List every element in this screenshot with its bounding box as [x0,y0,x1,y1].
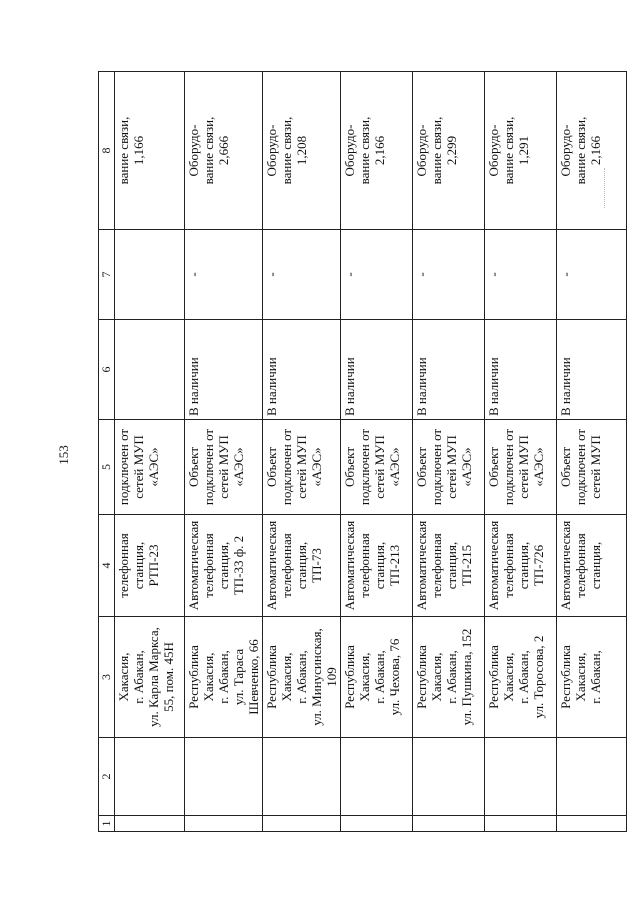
cell-connection [485,420,557,515]
cell-line: Хакасия, [357,652,372,702]
cell-line: 1,291 [516,135,531,166]
cell-connection [557,420,627,515]
table-row [341,72,413,832]
cell-line: телефонная [429,533,444,598]
cell-line: В наличии [558,357,573,416]
cell-line: ТП-726 [531,544,546,587]
cell-line: Хакасия, [501,652,516,702]
cell-col7: - [263,230,341,320]
header-cell: 4 [99,515,115,617]
cell-line: вание связи, [116,116,131,185]
cell-line: Автоматическая [558,520,573,611]
cell-line: В наличии [186,357,201,416]
page-number: 153 [56,445,71,465]
cell-line: подключен от [201,428,216,506]
cell-line: Оборудо- [186,124,201,177]
header-cell: 6 [99,320,115,420]
cell-line: г. Абакан, [516,650,531,704]
header-cell: 3 [99,617,115,738]
cell-address [341,617,413,738]
cell-station [341,515,413,617]
cell-station [115,515,185,617]
cell-station [485,515,557,617]
cell-availability [485,320,557,420]
cell-line: «АЭС» [531,447,546,487]
cell-col7: - [185,230,263,320]
cell-number [115,816,185,832]
table-row [485,72,557,832]
cell-line: ул. Пушкина, 152 [459,628,474,726]
cell-line: телефонная [279,533,294,598]
header-row [99,72,115,832]
cell-line: РТП-23 [146,544,161,587]
cell-line: ул. Минусинская, [309,628,324,726]
cell-line: Республика [558,645,573,709]
cell-line: г. Абакан, [588,650,603,704]
cell-line: Республика [264,645,279,709]
cell-line: «АЭС» [231,447,246,487]
cell-station [413,515,485,617]
cell-connection [341,420,413,515]
cell-line: г. Абакан, [216,650,231,704]
cell-line: станция, [516,541,531,590]
cell-line: 2,166 [372,135,387,166]
cell-connection [413,420,485,515]
cell-connection [115,420,185,515]
cell-line: В наличии [414,357,429,416]
cell-line: г. Абакан, [294,650,309,704]
cell-address [263,617,341,738]
cell-number [557,816,627,832]
header-cell: 8 [99,72,115,230]
cell-line: «АЭС» [459,447,474,487]
table-row [263,72,341,832]
cell-line: Хакасия, [201,652,216,702]
cell-availability [115,320,185,420]
cell-line: Республика [414,645,429,709]
cell-line: Оборудо- [558,124,573,177]
cell-line: г. Абакан, [372,650,387,704]
cell-line: станция, [444,541,459,590]
cell-line: Шевченко, 66 [246,639,261,715]
cell-line: Оборудо- [414,124,429,177]
cell-line: ТП-213 [387,544,402,587]
cell-address [485,617,557,738]
cell-line: сетей МУП [588,435,603,499]
cell-connection [185,420,263,515]
cell-line: ул. Тараса [231,648,246,706]
cell-line: сетей МУП [216,435,231,499]
cell-line: Объект [264,447,279,487]
cell-line: 109 [324,667,339,687]
cell-line: телефонная [201,533,216,598]
table-row [413,72,485,832]
cell-line: Объект [558,447,573,487]
cell-line: Автоматическая [264,520,279,611]
cell-line: ТП-215 [459,544,474,587]
cell-line: Автоматическая [186,520,201,611]
cell-availability [557,320,627,420]
cell-line: Республика [186,645,201,709]
cell-availability [341,320,413,420]
cell-line: В наличии [264,357,279,416]
cell-station [557,515,627,617]
cell-line: станция, [216,541,231,590]
cell-name [557,738,627,816]
cell-availability [413,320,485,420]
cell-line: ул. Торосова, 2 [531,635,546,719]
cell-line: подключен от [573,428,588,506]
cell-line: Оборудо- [342,124,357,177]
cell-number [263,816,341,832]
cell-number [341,816,413,832]
cell-line: Хакасия, [116,652,131,702]
cell-equipment [557,72,627,230]
cell-line: подключен от [501,428,516,506]
cell-col7: - [413,230,485,320]
cell-line: станция, [131,541,146,590]
cell-line: Объект [186,447,201,487]
cell-line: вание связи, [501,116,516,185]
cell-line: ТП-33 ф. 2 [231,535,246,596]
cell-line: Хакасия, [573,652,588,702]
cell-equipment [263,72,341,230]
cell-line: Хакасия, [279,652,294,702]
cell-connection [263,420,341,515]
cell-availability [185,320,263,420]
cell-address [557,617,627,738]
cell-line: 2,299 [444,135,459,166]
cell-line: станция, [588,541,603,590]
cell-equipment [341,72,413,230]
cell-line: 2,166 [588,135,603,166]
cell-address [115,617,185,738]
header-cell: 1 [99,816,115,832]
cell-line: подключен от [116,428,131,506]
cell-line: Республика [342,645,357,709]
cell-line: «АЭС» [146,447,161,487]
header-cell: 2 [99,738,115,816]
cell-name [341,738,413,816]
cell-col7: - [557,230,627,320]
cell-line: В наличии [486,357,501,416]
cell-line: г. Абакан, [131,650,146,704]
cell-line: станция, [294,541,309,590]
table-row [557,72,627,832]
cell-line: Республика [486,645,501,709]
cell-line: подключен от [279,428,294,506]
header-cell: 5 [99,420,115,515]
cell-line: сетей МУП [516,435,531,499]
cell-station [185,515,263,617]
cell-line: телефонная [501,533,516,598]
cell-line: ул. Чехова, 76 [387,638,402,716]
cell-line: сетей МУП [294,435,309,499]
cell-line: 55, пом. 45Н [161,642,176,712]
cell-number [413,816,485,832]
cell-line: сетей МУП [444,435,459,499]
cell-line: 1,208 [294,135,309,166]
cell-line: вание связи, [201,116,216,185]
cell-line: ТП-73 [309,548,324,583]
cell-line: сетей МУП [131,435,146,499]
cell-line: Оборудо- [264,124,279,177]
cell-line: г. Абакан, [444,650,459,704]
cell-name [263,738,341,816]
table-row [185,72,263,832]
cell-name [185,738,263,816]
cell-line: подключен от [429,428,444,506]
cell-name [485,738,557,816]
cell-line: вание связи, [279,116,294,185]
cell-line: 1,166 [131,135,146,166]
cell-equipment [485,72,557,230]
cell-number [185,816,263,832]
cell-station [263,515,341,617]
cell-col7 [115,230,185,320]
cell-line: Оборудо- [486,124,501,177]
cell-equipment [185,72,263,230]
header-cell: 7 [99,230,115,320]
cell-col7: - [341,230,413,320]
rotated-table-container [98,72,618,832]
cell-number [485,816,557,832]
cell-name [115,738,185,816]
cell-col7: - [485,230,557,320]
cell-availability [263,320,341,420]
cell-line: Автоматическая [414,520,429,611]
cell-line: Объект [342,447,357,487]
table-row [115,72,185,832]
cell-line: Автоматическая [486,520,501,611]
cell-name [413,738,485,816]
cell-line: «АЭС» [387,447,402,487]
cell-line: Объект [414,447,429,487]
cell-line: Объект [486,447,501,487]
cell-line: «АЭС» [309,447,324,487]
cell-line: станция, [372,541,387,590]
equipment-table [98,71,627,832]
cell-line: телефонная [116,533,131,598]
cell-line: вание связи, [357,116,372,185]
cell-line: В наличии [342,357,357,416]
cell-line: телефонная [357,533,372,598]
cell-line: вание связи, [573,116,588,185]
cell-line: подключен от [357,428,372,506]
cell-line: сетей МУП [372,435,387,499]
cell-line: ул. Карла Маркса, [146,627,161,727]
cell-line: телефонная [573,533,588,598]
cell-address [185,617,263,738]
cell-line: Автоматическая [342,520,357,611]
cell-line: вание связи, [429,116,444,185]
cell-equipment [115,72,185,230]
cell-equipment [413,72,485,230]
cell-address [413,617,485,738]
cell-line: Хакасия, [429,652,444,702]
cell-line: 2,666 [216,135,231,166]
